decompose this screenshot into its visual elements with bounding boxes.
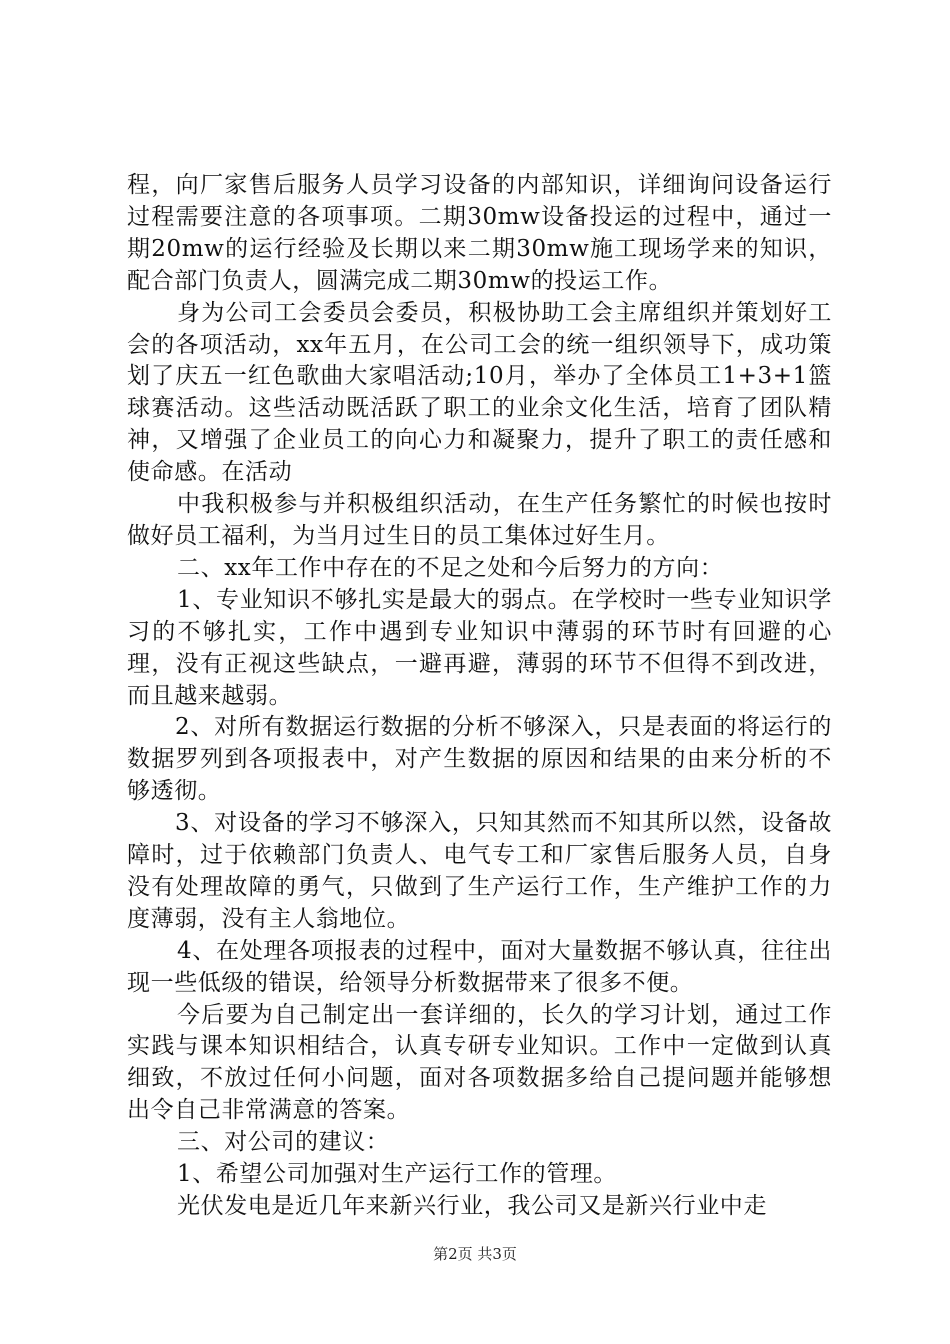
paragraph-union-activities: 身为公司工会委员会委员，积极协助工会主席组织并策划好工会的各项活动，xx年五月，在公司工会的统一组织领导下，成功策划了庆五一红色歌曲大家唱活动;10月，举办了全体员工1+3+1篮球赛活动。这些活动既活跃了职工的业余文化生活，培育了团队精神，又增强了企业员工的向心力和凝聚力，提升了职工的责任感和使命感。在活动 <box>127 299 832 486</box>
section-heading-shortcomings: 二、xx年工作中存在的不足之处和今后努力的方向： <box>177 554 724 581</box>
paragraph-item-4: 4、在处理各项报表的过程中，面对大量数据不够认真，往往出现一些低级的错误，给领导分析数据带来了很多不便。 <box>127 937 832 996</box>
paragraph-employee-welfare: 中我积极参与并积极组织活动，在生产任务繁忙的时候也按时做好员工福利，为当月过生日的员工集体过好生月。 <box>127 491 832 549</box>
body-text <box>127 170 832 1223</box>
paragraph-photovoltaic: 光伏发电是近几年来新兴行业，我公司又是新兴行业中走 <box>177 1193 767 1219</box>
paragraph-future-plan: 今后要为自己制定出一套详细的，长久的学习计划，通过工作实践与课本知识相结合，认真专研专业知识。工作中一定做到认真细致，不放过任何小问题，面对各项数据多给自己提问题并能够想出令自己非常满意的答案。 <box>127 1001 832 1124</box>
paragraph-suggestion-1: 1、希望公司加强对生产运行工作的管理。 <box>177 1161 618 1188</box>
paragraph-item-2: 2、对所有数据运行数据的分析不够深入，只是表面的将运行的数据罗列到各项报表中，对产生数据的原因和结果的由来分析的不够透彻。 <box>127 714 832 805</box>
paragraph-item-3: 3、对设备的学习不够深入，只知其然而不知其所以然，设备故障时，过于依赖部门负责人、电气专工和厂家售后服务人员，自身没有处理故障的勇气，只做到了生产运行工作，生产维护工作的力度薄弱，没有主人翁地位。 <box>127 810 832 932</box>
section-heading-suggestions: 三、对公司的建议： <box>177 1129 390 1156</box>
paragraph-item-1: 1、专业知识不够扎实是最大的弱点。在学校时一些专业知识学习的不够扎实，工作中遇到专业知识中薄弱的环节时有回避的心理，没有正视这些缺点，一避再避，薄弱的环节不但得不到改进，而且越来越弱。 <box>127 586 832 709</box>
page-footer: 第2页 共3页 <box>433 1245 517 1263</box>
paragraph-continuation: 程，向厂家售后服务人员学习设备的内部知识，详细询问设备运行过程需要注意的各项事项。二期30mw设备投运的过程中，通过一期20mw的运行经验及长期以来二期30mw施工现场学来的知识，配合部门负责人，圆满完成二期30mw的投运工作。 <box>127 172 832 294</box>
